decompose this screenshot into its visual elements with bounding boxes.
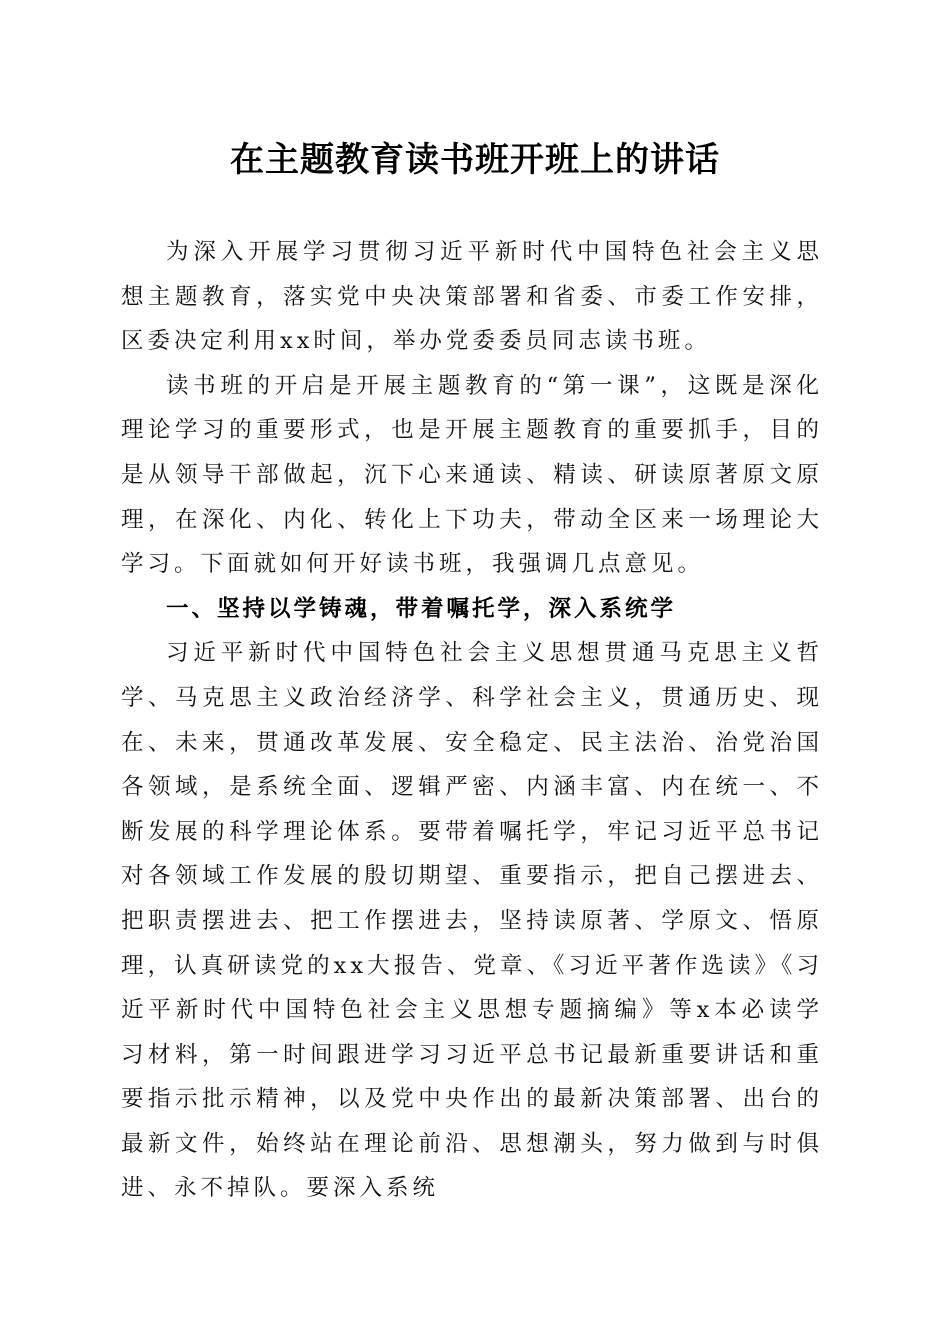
- section-heading: 一、坚持以学铸魂，带着嘱托学，深入系统学: [166, 595, 677, 622]
- document-body: [121, 230, 823, 1211]
- paragraph-section-one: 习近平新时代中国特色社会主义思想贯通马克思主义哲学、马克思主义政治经济学、科学社会主义，贯通历史、现在、未来，贯通改革发展、安全稳定、民主法治、治党治国各领域，是系统全面、逻辑严密、内涵丰富、内在统一、不断发展的科学理论体系。要带着嘱托学，牢记习近平总书记对各领域工作发展的殷切期望、重要指示，把自己摆进去、把职责摆进去、把工作摆进去，坚持读原著、学原文、悟原理，认真研读党的xx大报告、党章、《习近平著作选读》《习近平新时代中国特色社会主义思想专题摘编》等x本必读学习材料，第一时间跟进学习习近平总书记最新重要讲话和重要指示批示精神，以及党中央作出的最新决策部署、出台的最新文件，始终站在理论前沿、思想潮头，努力做到与时俱进、永不掉队。要深入系统: [121, 640, 823, 1202]
- paragraph-intro: 为深入开展学习贯彻习近平新时代中国特色社会主义思想主题教育，落实党中央决策部署和省委、市委工作安排，区委决定利用xx时间，举办党委委员同志读书班。: [121, 239, 823, 355]
- paragraph-reading-class: 读书班的开启是开展主题教育的“第一课”，这既是深化理论学习的重要形式，也是开展主题教育的重要抓手，目的是从领导干部做起，沉下心来通读、精读、研读原著原文原理，在深化、内化、转化上下功夫，带动全区来一场理论大学习。下面就如何开好读书班，我强调几点意见。: [121, 372, 823, 578]
- document-title: 在主题教育读书班开班上的讲话: [230, 140, 720, 180]
